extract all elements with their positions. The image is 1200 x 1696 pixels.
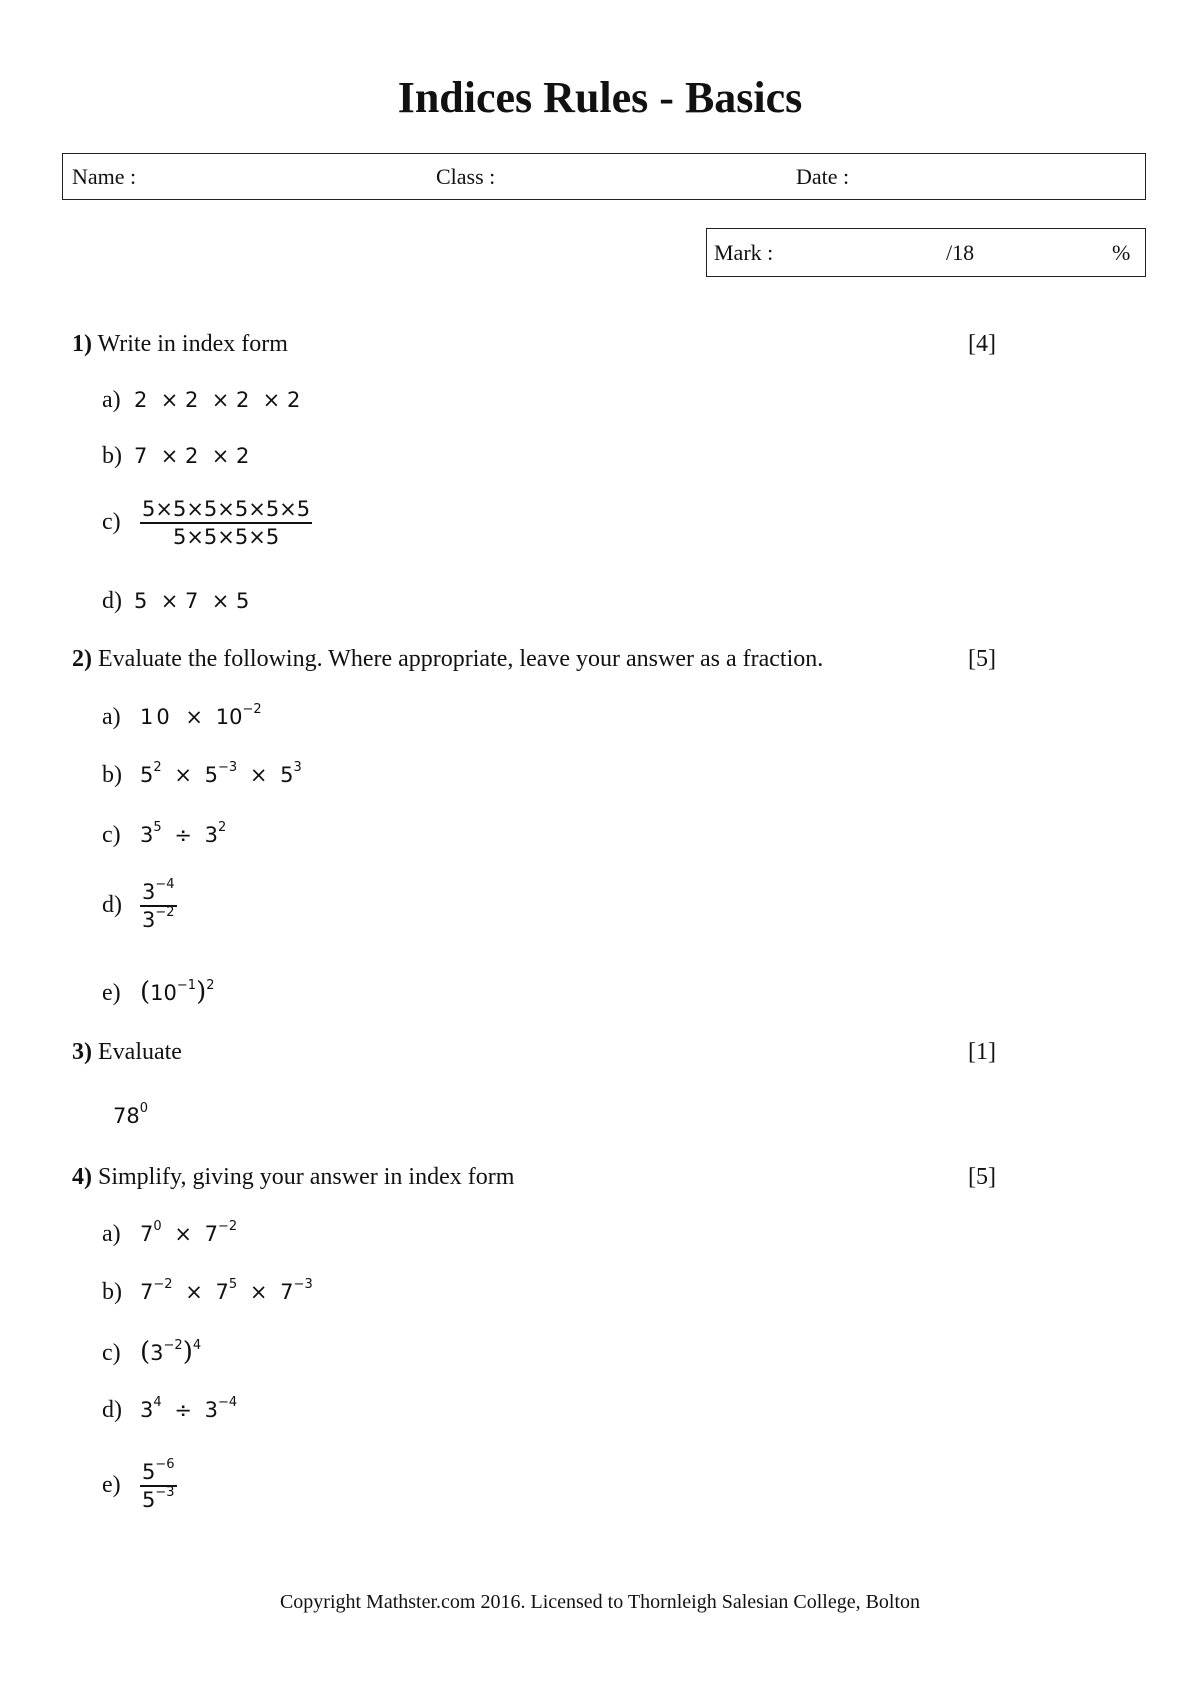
question-number: 3) — [72, 1039, 92, 1065]
fraction — [140, 1457, 177, 1512]
student-info-box — [62, 153, 1146, 200]
denominator: $3^{-2}$ — [142, 905, 175, 932]
expression: $7^0 \times 7^{-2}$ — [140, 1219, 238, 1246]
q2-part-e — [102, 977, 215, 1007]
date-label: Date : — [796, 164, 850, 189]
question-3-heading — [72, 1039, 182, 1066]
part-label: b) — [102, 1279, 122, 1305]
expression: 5 × 7 × 5 — [134, 589, 250, 613]
part-label: c) — [102, 1340, 121, 1366]
part-label: d) — [102, 891, 122, 918]
mark-percent: % — [1112, 240, 1131, 265]
q1-part-c — [102, 497, 312, 549]
expression: $10 \times 10^{-2}$ — [140, 702, 262, 729]
part-label: b) — [102, 443, 122, 469]
expression: $(10^{-1})^2$ — [140, 977, 215, 1007]
q2-part-d — [102, 877, 177, 932]
question-4-heading — [72, 1164, 514, 1191]
part-label: a) — [102, 387, 121, 413]
page-title: Indices Rules - Basics — [397, 73, 803, 122]
question-2-heading — [72, 646, 823, 673]
q2-part-c — [102, 822, 226, 849]
part-label: c) — [102, 508, 121, 535]
part-label: b) — [102, 762, 122, 788]
mark-box — [706, 228, 1146, 277]
denominator: $5^{-3}$ — [142, 1485, 175, 1512]
part-label: a) — [102, 1221, 121, 1247]
q3-expression: $78^0$ — [113, 1101, 149, 1128]
expression: $3^4 \div 3^{-4}$ — [140, 1395, 238, 1422]
fraction — [140, 497, 312, 549]
expression: $3^5 \div 3^2$ — [140, 820, 227, 847]
question-number: 2) — [72, 646, 92, 672]
q1-part-a — [102, 387, 300, 414]
expression: 7 × 2 × 2 — [134, 444, 250, 468]
part-label: c) — [102, 822, 121, 848]
part-label: e) — [102, 1471, 121, 1498]
question-text: Evaluate — [98, 1039, 182, 1065]
copyright-footer: Copyright Mathster.com 2016. Licensed to Thornleigh Salesian College, Bolton — [279, 1591, 921, 1613]
q4-part-b — [102, 1279, 313, 1306]
question-text: Evaluate the following. Where appropriate, leave your answer as a fraction. — [98, 646, 824, 672]
q4-part-a — [102, 1221, 237, 1248]
class-label: Class : — [436, 164, 496, 189]
q4-part-c — [102, 1337, 201, 1367]
q4-part-e — [102, 1457, 177, 1512]
question-2-marks: [5] — [968, 646, 996, 672]
question-1-heading — [72, 331, 288, 358]
numerator: 5×5×5×5×5×5 — [140, 497, 312, 524]
mark-total: /18 — [946, 240, 975, 265]
question-text: Write in index form — [97, 331, 288, 357]
question-number: 4) — [72, 1164, 92, 1190]
name-label: Name : — [72, 164, 137, 189]
denominator: 5×5×5×5 — [172, 525, 280, 549]
question-1-marks: [4] — [968, 331, 996, 357]
part-label: d) — [102, 588, 122, 614]
mark-label: Mark : — [714, 240, 774, 265]
q1-part-b — [102, 443, 249, 470]
q1-part-d — [102, 588, 249, 615]
fraction — [140, 877, 177, 932]
part-label: a) — [102, 704, 121, 730]
q4-part-d — [102, 1397, 237, 1424]
question-number: 1) — [72, 331, 92, 357]
q2-part-b — [102, 762, 302, 789]
expression: 2 × 2 × 2 × 2 — [134, 388, 301, 412]
numerator: $3^{-4}$ — [140, 880, 177, 907]
numerator: $5^{-6}$ — [140, 1460, 177, 1487]
question-3-marks: [1] — [968, 1039, 996, 1065]
expression: $5^2 \times 5^{-3} \times 5^3$ — [140, 760, 302, 787]
part-label: d) — [102, 1397, 122, 1423]
expression: $7^{-2} \times 7^5 \times 7^{-3}$ — [140, 1277, 313, 1304]
part-label: e) — [102, 980, 121, 1006]
question-text: Simplify, giving your answer in index form — [98, 1164, 515, 1190]
question-4-marks: [5] — [968, 1164, 996, 1190]
expression: $(3^{-2})^4$ — [140, 1337, 202, 1367]
q2-part-a — [102, 704, 262, 731]
